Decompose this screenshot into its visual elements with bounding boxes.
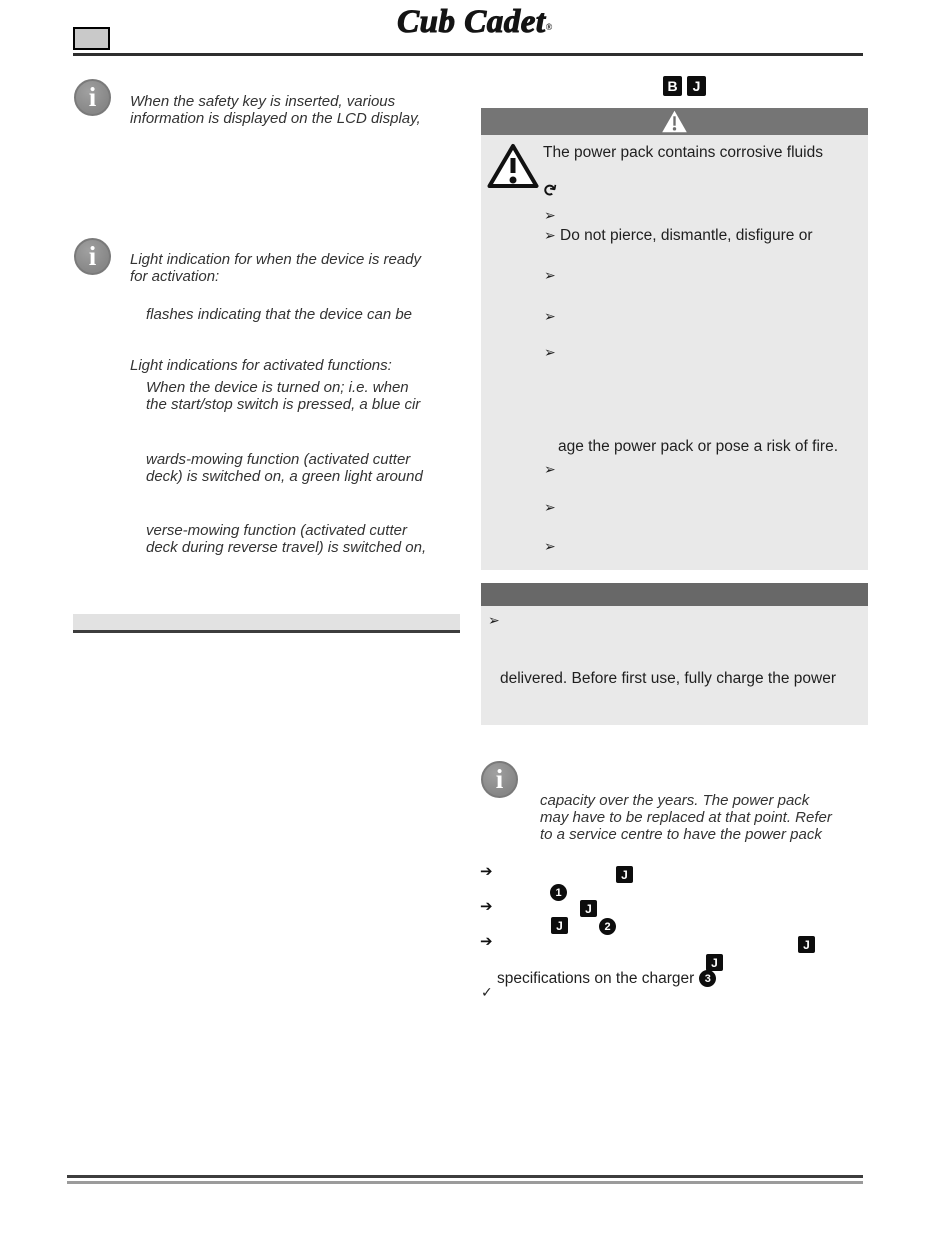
list-bullet-icon: ➢	[544, 309, 556, 325]
note-text-line: flashes indicating that the device can be	[146, 306, 413, 323]
note-text-line: the start/stop switch is pressed, a blue cir	[146, 396, 421, 413]
warning-triangle-icon	[487, 142, 539, 190]
note-box-header	[481, 583, 868, 606]
footer-divider	[67, 1181, 863, 1184]
note-text-line: may have to be replaced at that point. Refer	[540, 809, 832, 826]
note-text-line: for activation:	[130, 268, 220, 285]
list-bullet-icon: ➢	[544, 462, 556, 478]
list-bullet-icon: ➢	[544, 500, 556, 516]
warning-box-header	[481, 108, 868, 135]
section-heading-bar	[73, 614, 460, 633]
figure-ref-label: J	[551, 917, 568, 934]
callout-number-badge: 3	[699, 970, 716, 987]
warning-text: age the power pack or pose a risk of fire.	[558, 438, 839, 455]
list-bullet-icon: ➢	[544, 268, 556, 284]
list-bullet-icon: ➢	[544, 345, 556, 361]
header-divider	[73, 53, 863, 56]
note-text-line: to a service centre to have the power pack	[540, 826, 822, 843]
callout-number-badge: 2	[599, 918, 616, 935]
note-box	[481, 583, 868, 725]
warning-text: The power pack contains corrosive fluids	[543, 144, 823, 161]
step-text-row	[497, 970, 716, 987]
brand-logo	[0, 4, 950, 41]
list-bullet-icon: ➢	[544, 539, 556, 555]
figure-ref-label: J	[616, 866, 633, 883]
note-text-line: When the safety key is inserted, various	[130, 93, 396, 110]
note-text-line: wards-mowing function (activated cutter	[146, 451, 411, 468]
list-bullet-icon: ➢	[544, 228, 556, 244]
list-bullet-icon: ➢	[488, 613, 500, 629]
note-text-line: deck during reverse travel) is switched on,	[146, 539, 427, 556]
step-text: specifications on the charger	[497, 970, 695, 987]
step-arrow-icon: ➔	[480, 862, 493, 880]
note-text-line: deck) is switched on, a green light around	[146, 468, 423, 485]
warning-box	[481, 108, 868, 570]
note-text-line: capacity over the years. The power pack	[540, 792, 810, 809]
note-text-line: Light indication for when the device is ready	[130, 251, 422, 268]
warning-triangle-icon	[661, 110, 688, 133]
list-bullet-icon: ➢	[544, 208, 556, 224]
info-icon	[481, 761, 518, 798]
info-icon	[74, 238, 111, 275]
step-arrow-icon: ➔	[480, 897, 493, 915]
checkmark-icon: ✓	[481, 985, 493, 1001]
note-text-line: information is displayed on the LCD display,	[130, 110, 421, 127]
info-icon-glyph: i	[88, 241, 97, 271]
note-text-line: When the device is turned on; i.e. when	[146, 379, 409, 396]
figure-ref-label: J	[706, 954, 723, 971]
footer-divider	[67, 1175, 863, 1178]
note-text-line: Light indications for activated functions:	[130, 357, 392, 374]
warning-text: Do not pierce, dismantle, disfigure or	[560, 227, 813, 244]
step-arrow-icon: ➔	[480, 932, 493, 950]
note-text-line: verse-mowing function (activated cutter	[146, 522, 407, 539]
rotate-arrow-icon: ↻	[537, 180, 560, 199]
info-icon-glyph: i	[88, 82, 97, 112]
brand-logo-text: Cub Cadet	[397, 4, 546, 40]
note-box-text: delivered. Before first use, fully charge the power	[500, 670, 837, 687]
info-icon-glyph: i	[495, 764, 504, 794]
info-icon	[74, 79, 111, 116]
figure-ref-label: B	[663, 76, 682, 96]
warning-list-item	[544, 227, 812, 244]
registered-mark: ®	[545, 22, 553, 32]
figure-ref-label: J	[798, 936, 815, 953]
callout-number-badge: 1	[550, 884, 567, 901]
figure-ref-label: J	[580, 900, 597, 917]
figure-ref-label: J	[687, 76, 706, 96]
